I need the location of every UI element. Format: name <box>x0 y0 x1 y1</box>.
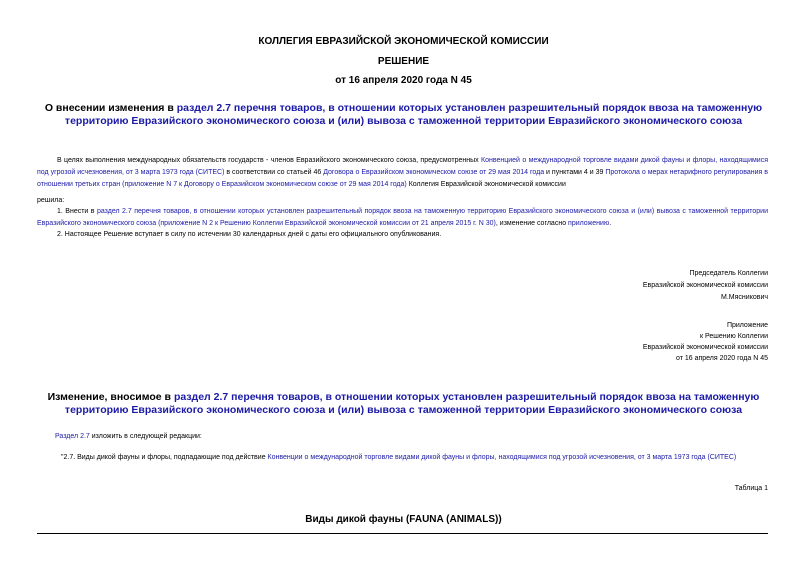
preamble-text-4: Коллегия Евразийской экономической комиссии <box>406 181 566 188</box>
section-instruction <box>55 431 202 443</box>
page-title <box>40 102 767 128</box>
appendix-line-4: от 16 апреля 2020 года N 45 <box>675 355 768 362</box>
quote-prefix: "2.7. Виды дикой фауны и флоры, подпадающие под действие <box>61 454 268 461</box>
appendix-line-1: Приложение <box>726 322 768 329</box>
treaty-link[interactable]: Договора о Евразийском экономическом союзе от 29 мая 2014 года <box>323 169 545 176</box>
item-1 <box>37 206 768 230</box>
change-title-prefix: Изменение, вносимое в <box>47 391 174 403</box>
signature-line-2: Евразийской экономической комиссии <box>642 282 768 289</box>
item-1-prefix: 1. Внести в <box>57 208 97 215</box>
table-title: Виды дикой фауны (FAUNA (ANIMALS)) <box>305 514 502 525</box>
table-top-divider <box>37 533 768 534</box>
convention-link[interactable]: Конвенцией о международной торговле видами дикой фауны и флоры, находящимися под угрозой исчезновения, от 3 марта 1973 года (СИТЕС) <box>37 157 768 176</box>
decided-label: решила: <box>37 197 65 204</box>
appendix-line-2: к Решению Коллегии <box>700 333 768 340</box>
preamble-paragraph <box>37 155 768 191</box>
section-link[interactable]: Раздел 2.7 <box>55 433 90 440</box>
preamble-text-2: в соответствии со статьей 46 <box>224 169 324 176</box>
item-2: 2. Настоящее Решение вступает в силу по истечении 30 календарных дней с даты его официального опубликования. <box>57 231 442 238</box>
org-title: КОЛЛЕГИЯ ЕВРАЗИЙСКОЙ ЭКОНОМИЧЕСКОЙ КОМИССИИ <box>258 36 549 47</box>
signature-name: М.Мясникович <box>721 294 768 301</box>
preamble-text-3: и пунктами 4 и 39 <box>544 169 606 176</box>
title-prefix: О внесении изменения в <box>44 102 177 114</box>
appendix-link[interactable]: приложению <box>568 220 610 227</box>
doc-date-number: от 16 апреля 2020 года N 45 <box>335 75 472 86</box>
preamble-text-1: В целях выполнения международных обязательств государств - членов Евразийского экономического союза, предусмотренных <box>57 157 481 164</box>
table-label: Таблица 1 <box>734 485 768 492</box>
section-2-7-link[interactable]: раздел 2.7 перечня товаров, в отношении которых установлен разрешительный порядок ввоза на таможенную территорию Евразийского экономического союза и (или) вывоза с таможенной территории Евразийского экономического союза (приложение N 2 к Решению Коллегии Евразийской экономической комиссии от 21 апреля 2015 г. N 30) <box>37 208 768 227</box>
change-title-link[interactable]: раздел 2.7 перечня товаров, в отношении которых установлен разрешительный порядок ввоза на таможенную территорию Евразийского экономического союза и (или) вывоза с таможенной территории Евразийского экономического союза <box>64 391 760 416</box>
change-title <box>40 391 767 417</box>
appendix-header <box>643 320 768 364</box>
item-1-end: . <box>609 220 612 227</box>
signature-line-1: Председатель Коллегии <box>689 270 768 277</box>
signature-block <box>643 268 768 304</box>
item-1-middle: , изменение согласно <box>495 220 569 227</box>
protocol-link[interactable]: Протокола о мерах нетарифного регулирования в отношении третьих стран (приложение N 7 к Договору о Евразийском экономическом союзе от 29 мая 2014 года) <box>37 169 769 188</box>
section-instruction-text: изложить в следующей редакции: <box>89 433 202 440</box>
appendix-line-3: Евразийской экономической комиссии <box>642 344 768 351</box>
title-link[interactable]: раздел 2.7 перечня товаров, в отношении которых установлен разрешительный порядок ввоза на таможенную территорию Евразийского экономического союза и (или) вывоза с таможенной территории Евразийского экономического союза <box>64 102 763 127</box>
quote-convention-link[interactable]: Конвенции о международной торговле видами дикой фауны и флоры, находящимися под угрозой исчезновения, от 3 марта 1973 года (СИТЕС) <box>267 454 737 461</box>
doc-type: РЕШЕНИЕ <box>377 56 430 67</box>
section-quote <box>61 452 736 464</box>
